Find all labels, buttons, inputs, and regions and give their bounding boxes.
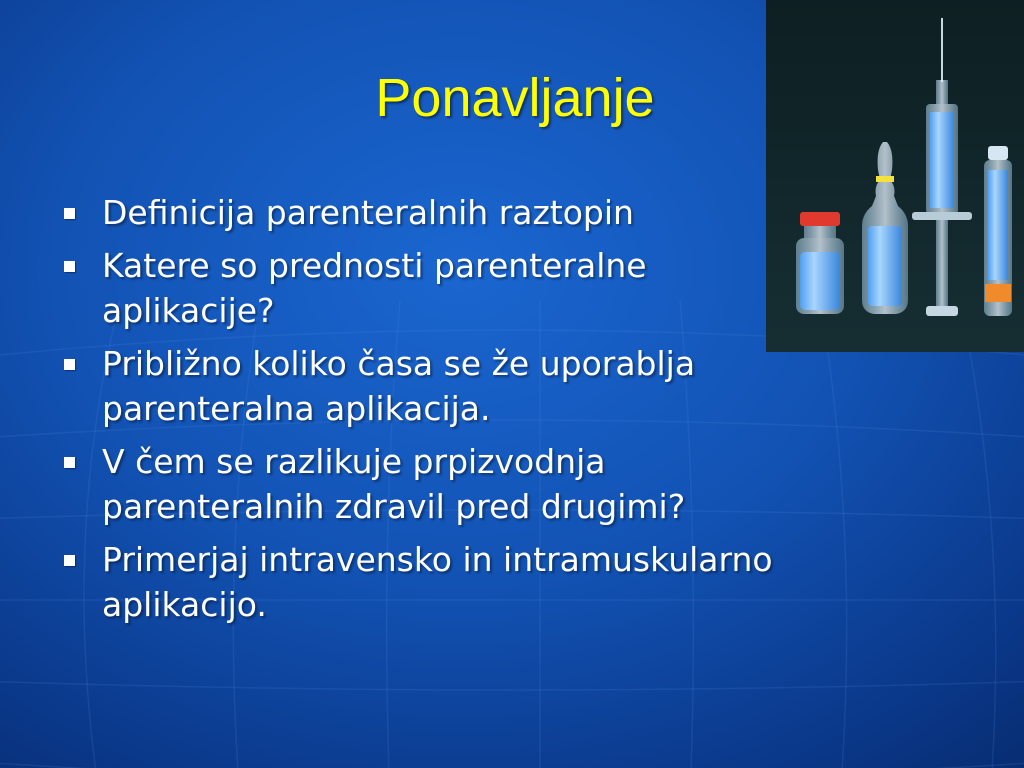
bullet-item [60, 439, 780, 529]
bullet-text: Približno koliko časa se že uporablja parenteralna aplikacija. [102, 344, 696, 428]
bullet-text: Katere so prednosti parenteralne aplikacije? [102, 246, 647, 330]
vials-ampoule-syringe-photo [766, 0, 1024, 352]
bullet-item [60, 243, 780, 333]
square-bullet-icon [64, 555, 75, 566]
square-bullet-icon [64, 208, 75, 219]
bullet-list [60, 190, 780, 635]
square-bullet-icon [64, 359, 75, 370]
bullet-text: Definicija parenteralnih raztopin [102, 193, 634, 232]
cartridge-icon [984, 146, 1012, 316]
square-bullet-icon [64, 457, 75, 468]
slide-title: Ponavljanje [375, 68, 655, 128]
bullet-item [60, 190, 780, 235]
bullet-item [60, 341, 780, 431]
bullet-item [60, 537, 780, 627]
bullet-text: V čem se razlikuje prpizvodnja parenteralnih zdravil pred drugimi? [102, 442, 686, 526]
bullet-text: Primerjaj intravensko in intramuskularno aplikacijo. [102, 540, 773, 624]
square-bullet-icon [64, 261, 75, 272]
